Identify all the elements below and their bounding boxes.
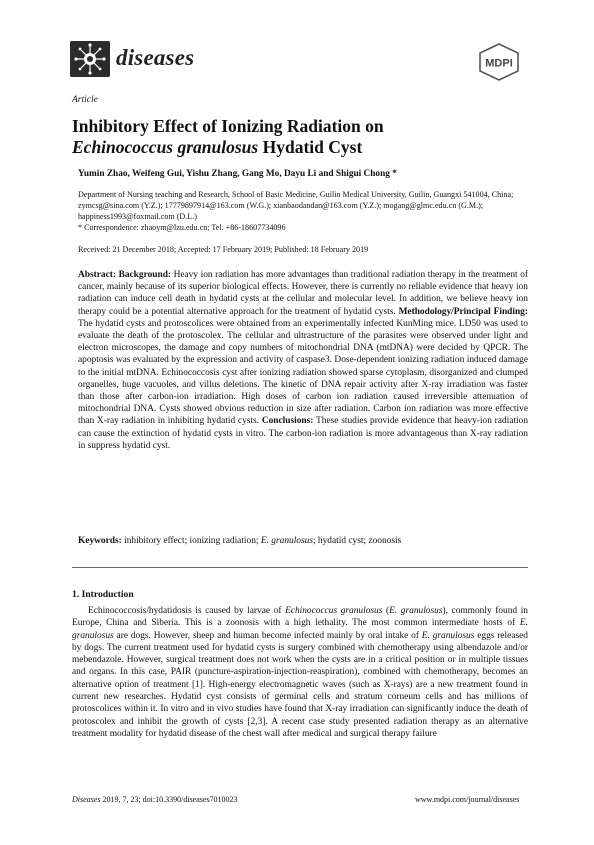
abstract — [78, 269, 528, 452]
title-rest: Hydatid Cyst — [258, 137, 363, 157]
keywords-part-1: inhibitory effect; ionizing radiation; — [121, 536, 261, 546]
virus-logo-icon — [70, 41, 110, 77]
journal-name: diseases — [116, 45, 195, 70]
abstract-conclusions-label: Conclusions: — [259, 416, 314, 427]
correspondence: * Correspondence: zhaoym@lzu.edu.cn; Tel. +86-18607734096 — [78, 223, 286, 232]
title-line-2 — [72, 137, 532, 158]
abstract-background-text: Heavy ion radiation has more advantages than traditional radiation therapy in the treatment of cancer, mainly because of its superior biological effects. However, there is currently no reliable evidence that heavy ion radiation can induce cell death in hydatid cysts at the cellular and molecular level. In addition, we believe heavy ion therapy could be a potential alternative approach for the treatment of hydatid cysts. — [78, 270, 529, 317]
keywords-species: E. granulosus — [260, 536, 313, 546]
intro-text-b: ( — [382, 606, 390, 616]
intro-species-2: E. granulosus — [389, 606, 443, 616]
intro-text-e: eggs released by dogs. The current treatment used for hydatid cysts is surgery combined with chemotherapy using albendazole and/or mebendazole. However, surgical treatment does not work when the cysts are in a critical position or in multiple tissues and organs. In this case, PAIR (puncture-aspiration-injection-reaspiration), combined with chemotherapy, becomes an alternative option of treatment [1]. High-energy electromagnetic waves (such as X-rays) are a new treatment found in current new researches. Hydatid cyst consists of germinal cells and stratum corneum cells and has millions of protoscolices within it. In vitro and in vivo studies have found that X-ray irradiation can significantly induce the death of protoscolex and inhibit the growth of cysts [2,3]. A recent case study presented radiation therapy as an alternative treatment modality for hydatid disease of the chest wall after medical and surgical therapy failure — [72, 630, 528, 739]
mdpi-hexagon-icon — [478, 43, 520, 81]
article-type: Article — [72, 95, 98, 105]
intro-text-c: ), commonly found in Europe, China and Siberia. This is a zoonosis with a high lethality. The most common intermediate hosts of — [72, 606, 528, 629]
abstract-conclusions-text: These studies provide evidence that heavy-ion radiation can cause the extinction of hydatid cysts in vitro. The carbon-ion radiation is more advantageous than X-ray radiation in suppress hydatid cyst. — [78, 416, 529, 451]
publisher-logo — [478, 43, 520, 86]
keywords-part-2: ; hydatid cyst; zoonosis — [312, 536, 402, 546]
footer-citation — [72, 795, 238, 804]
intro-text-d: are dogs. However, sheep and human become infected mainly by oral intake of — [113, 630, 422, 641]
abstract-label: Abstract: — [78, 270, 117, 280]
author-list: Yumin Zhao, Weifeng Gui, Yishu Zhang, Gang Mo, Dayu Li and Shigui Chong * — [78, 169, 397, 179]
abstract-methods-label: Methodology/Principal Finding: — [395, 306, 528, 317]
abstract-background-label: Background: — [118, 270, 172, 280]
article-title — [72, 116, 532, 158]
keywords-label: Keywords: — [78, 536, 122, 546]
section-heading-introduction: 1. Introduction — [72, 589, 134, 600]
introduction-body — [72, 605, 528, 740]
footer-doi: 2019, 7, 23; doi:10.3390/diseases7010023 — [100, 795, 238, 804]
intro-species-3: E. granulosus — [72, 618, 528, 641]
footer-url[interactable]: www.mdpi.com/journal/diseases — [415, 795, 520, 804]
title-species: Echinococcus granulosus — [72, 137, 259, 157]
affiliation-text: Department of Nursing teaching and Research, School of Basic Medicine, Guilin Medical University, Guilin, Guangxi 541004, China; zymcsg@sina.com (Y.Z.); 1777989791​4@163.com (W.G.); xianbaodandan@163.com (Y.Z.); mogang@glmc.edu.cn (G.M.); happiness1993@foxmail.com (D.L.) — [78, 190, 514, 221]
section-divider — [72, 567, 528, 568]
title-line-1: Inhibitory Effect of Ionizing Radiation on — [72, 116, 384, 136]
keywords — [78, 536, 528, 546]
introduction-paragraph — [72, 605, 528, 740]
intro-text-a: Echinococcosis/hydatidosis is caused by larvae of — [88, 606, 286, 616]
journal-logo — [70, 41, 110, 77]
publication-dates: Received: 21 December 2018; Accepted: 17 February 2019; Published: 18 February 2019 — [78, 245, 369, 254]
intro-species-4: E. granulosus — [421, 630, 475, 641]
affiliation — [78, 189, 528, 233]
publisher-name: MDPI — [485, 57, 513, 70]
footer-journal: Diseases — [72, 795, 101, 804]
intro-species-1: Echinococcus granulosus — [285, 606, 383, 616]
abstract-methods-text: The hydatid cysts and protoscolices were obtained from an experimentally infected KunMing mice. LD50 was used to evaluate the death of the protoscolex. The cellular and ultrastructure of the parasites were observed under light and electron microscopes, the damage and copy numbers of mitochondrial DNA (mtDNA) were decided by QPCR. The apoptosis was evaluated by the expression and activity of caspase3. Dose-dependent ionizing radiation induced damage to the initial mtDNA. Echinococcosis cyst after ionizing radiation showed sparse cytoplasm, disorganized and clumped organelles, huge vacuoles, and villus deletions. The kinetic of DNA repair activity after X-ray irradiation was faster than those after carbon-ion irradiation. High doses of carbon ion radiation caused irreversible attenuation of mitochondrial DNA. Cysts showed obvious reduction in size after radiation. Carbon ion radiation was more effective than X-ray radiation in inhibiting hydatid cysts. — [78, 318, 528, 427]
